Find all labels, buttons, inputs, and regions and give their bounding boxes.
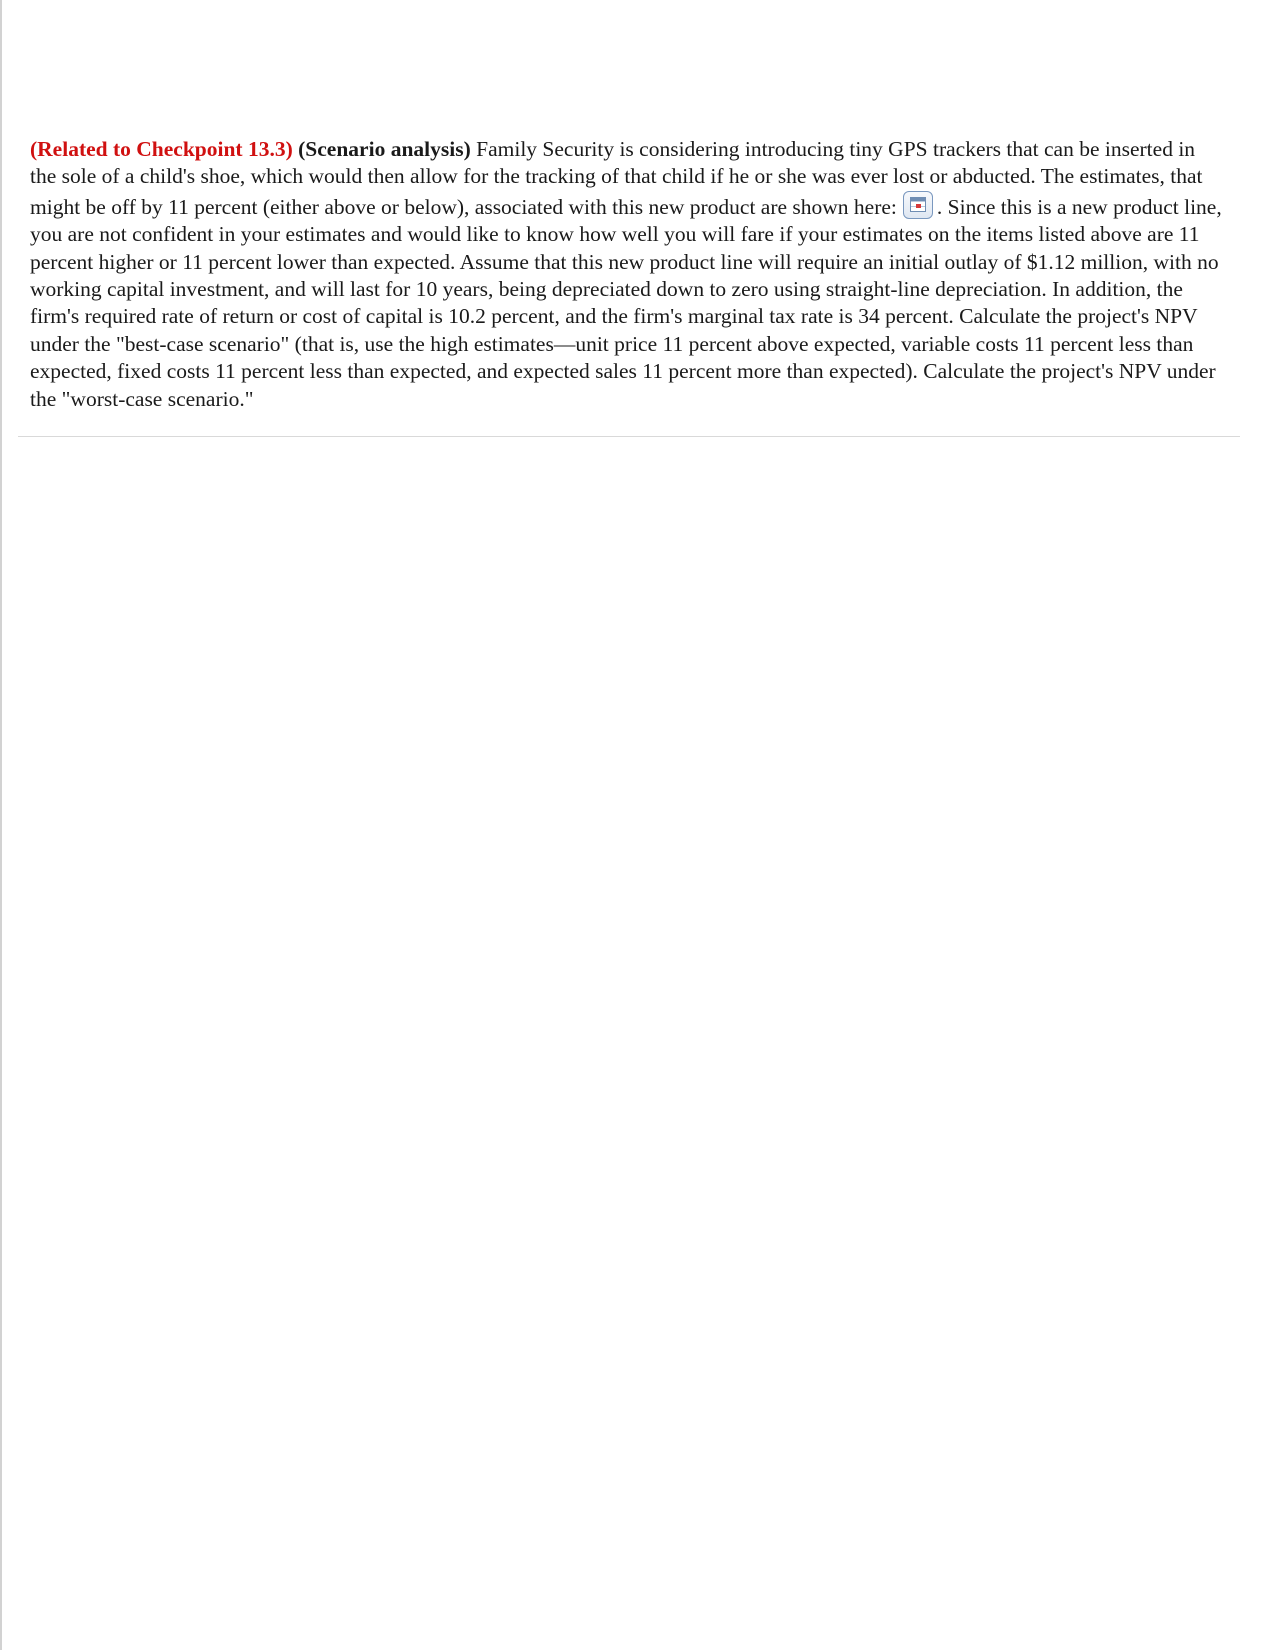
spreadsheet-data-icon[interactable] [903,191,933,219]
question-body-part2: . Since this is a new product line, you are not confident in your estimates and would like to know how well you will fare if your estimates on the items listed above are 11 percent higher or 11 percent lower than expected. Assume that this new product line will require an initial outlay of $1.12 million, with no working capital investment, and will last for 10 years, being depreciated down to zero using straight-line depreciation. In addition, the firm's required rate of return or cost of capital is 10.2 percent, and the firm's marginal tax rate is 34 percent. Calculate the project's NPV under the "best-case scenario" (that is, use the high estimates—unit price 11 percent above expected, variable costs 11 percent less than expected, fixed costs 11 percent less than expected, and expected sales 11 percent more than expected). Calculate the project's NPV under the "worst-case scenario." [30,194,1222,411]
question-text [30,136,1225,413]
left-border [0,0,2,1650]
section-divider [18,436,1240,437]
question-block [30,136,1225,413]
topic-label: (Scenario analysis) [298,137,471,161]
sheet-glyph [910,197,926,212]
checkpoint-reference: (Related to Checkpoint 13.3) [30,137,293,161]
question-body-part1: Family Security is considering introducing tiny GPS trackers that can be inserted in the sole of a child's shoe, which would then allow for the tracking of that child if he or she was ever lost or abducted. The estimates, that might be off by 11 percent (either above or below), associated with this new product are shown here: [30,137,1203,219]
